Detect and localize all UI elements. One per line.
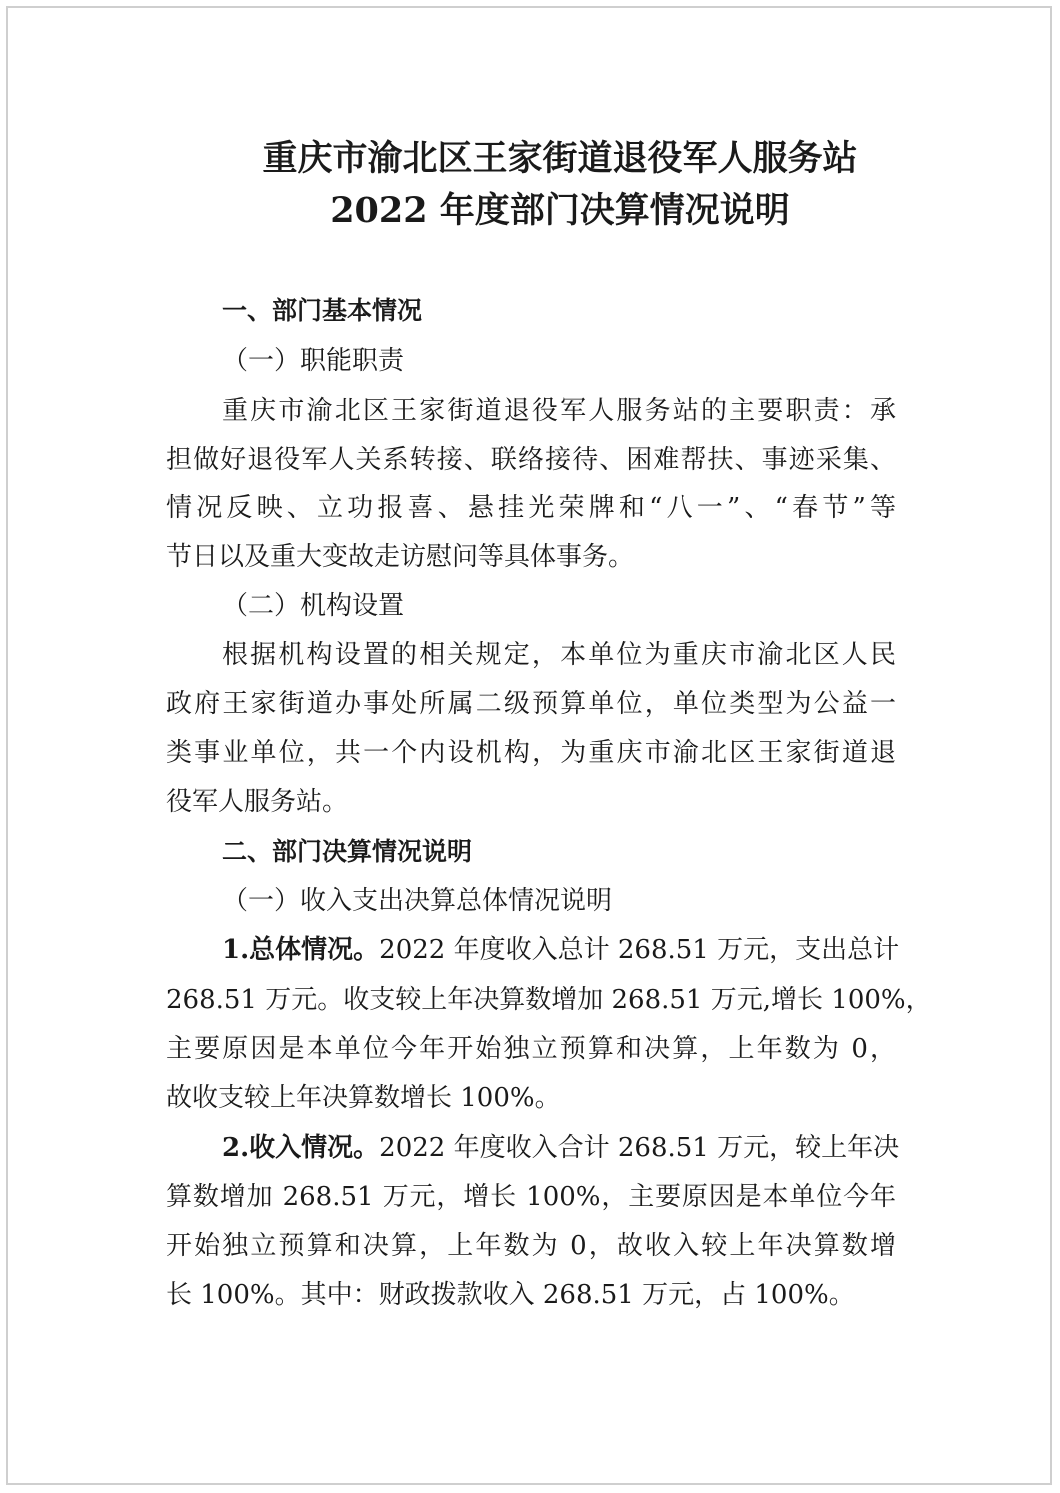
paragraph-line	[222, 930, 900, 970]
paragraph-lead: 2.收入情况。	[222, 1133, 380, 1163]
section-2-heading: 二、部门决算情况说明	[222, 837, 473, 866]
paragraph-line: 役军人服务站。	[166, 787, 349, 817]
paragraph-text: 2022 年度收入合计 268.51 万元，较上年决	[379, 1133, 900, 1163]
section-1-sub-1-heading: （一）职能职责	[222, 346, 405, 376]
paragraph-line: 算数增加 268.51 万元，增长 100%，主要原因是本单位今年	[166, 1182, 896, 1212]
paragraph-line: 担做好退役军人关系转接、联络接待、困难帮扶、事迹采集、	[166, 445, 896, 475]
paragraph-lead: 1.总体情况。	[222, 935, 380, 965]
paragraph-line: 政府王家街道办事处所属二级预算单位，单位类型为公益一	[166, 689, 896, 719]
paragraph-line: 情况反映、立功报喜、悬挂光荣牌和“八一”、“春节”等	[166, 493, 896, 523]
section-1-heading: 一、部门基本情况	[222, 296, 423, 325]
document-title-line-2: 2022 年度部门决算情况说明	[330, 190, 790, 231]
paragraph-line	[222, 1128, 900, 1168]
document-title-line-1: 重庆市渝北区王家街道退役军人服务站	[262, 138, 858, 179]
paragraph-line: 重庆市渝北区王家街道退役军人服务站的主要职责：承	[222, 396, 896, 426]
paragraph-line: 故收支较上年决算数增长 100%。	[166, 1083, 561, 1113]
section-2-sub-1-heading: （一）收入支出决算总体情况说明	[222, 886, 613, 916]
section-1-sub-2-heading: （二）机构设置	[222, 591, 405, 621]
paragraph-line: 类事业单位，共一个内设机构，为重庆市渝北区王家街道退	[166, 738, 896, 768]
paragraph-line: 根据机构设置的相关规定，本单位为重庆市渝北区人民	[222, 640, 896, 670]
paragraph-line: 开始独立预算和决算，上年数为 0，故收入较上年决算数增	[166, 1231, 896, 1261]
paragraph-text: 2022 年度收入总计 268.51 万元，支出总计	[379, 935, 900, 965]
paragraph-line: 节日以及重大变故走访慰问等具体事务。	[166, 542, 635, 572]
paragraph-line: 长 100%。其中：财政拨款收入 268.51 万元，占 100%。	[166, 1280, 855, 1310]
paragraph-line: 268.51 万元。收支较上年决算数增加 268.51 万元,增长 100%，	[166, 985, 932, 1015]
paragraph-line: 主要原因是本单位今年开始独立预算和决算，上年数为 0，	[166, 1034, 896, 1064]
